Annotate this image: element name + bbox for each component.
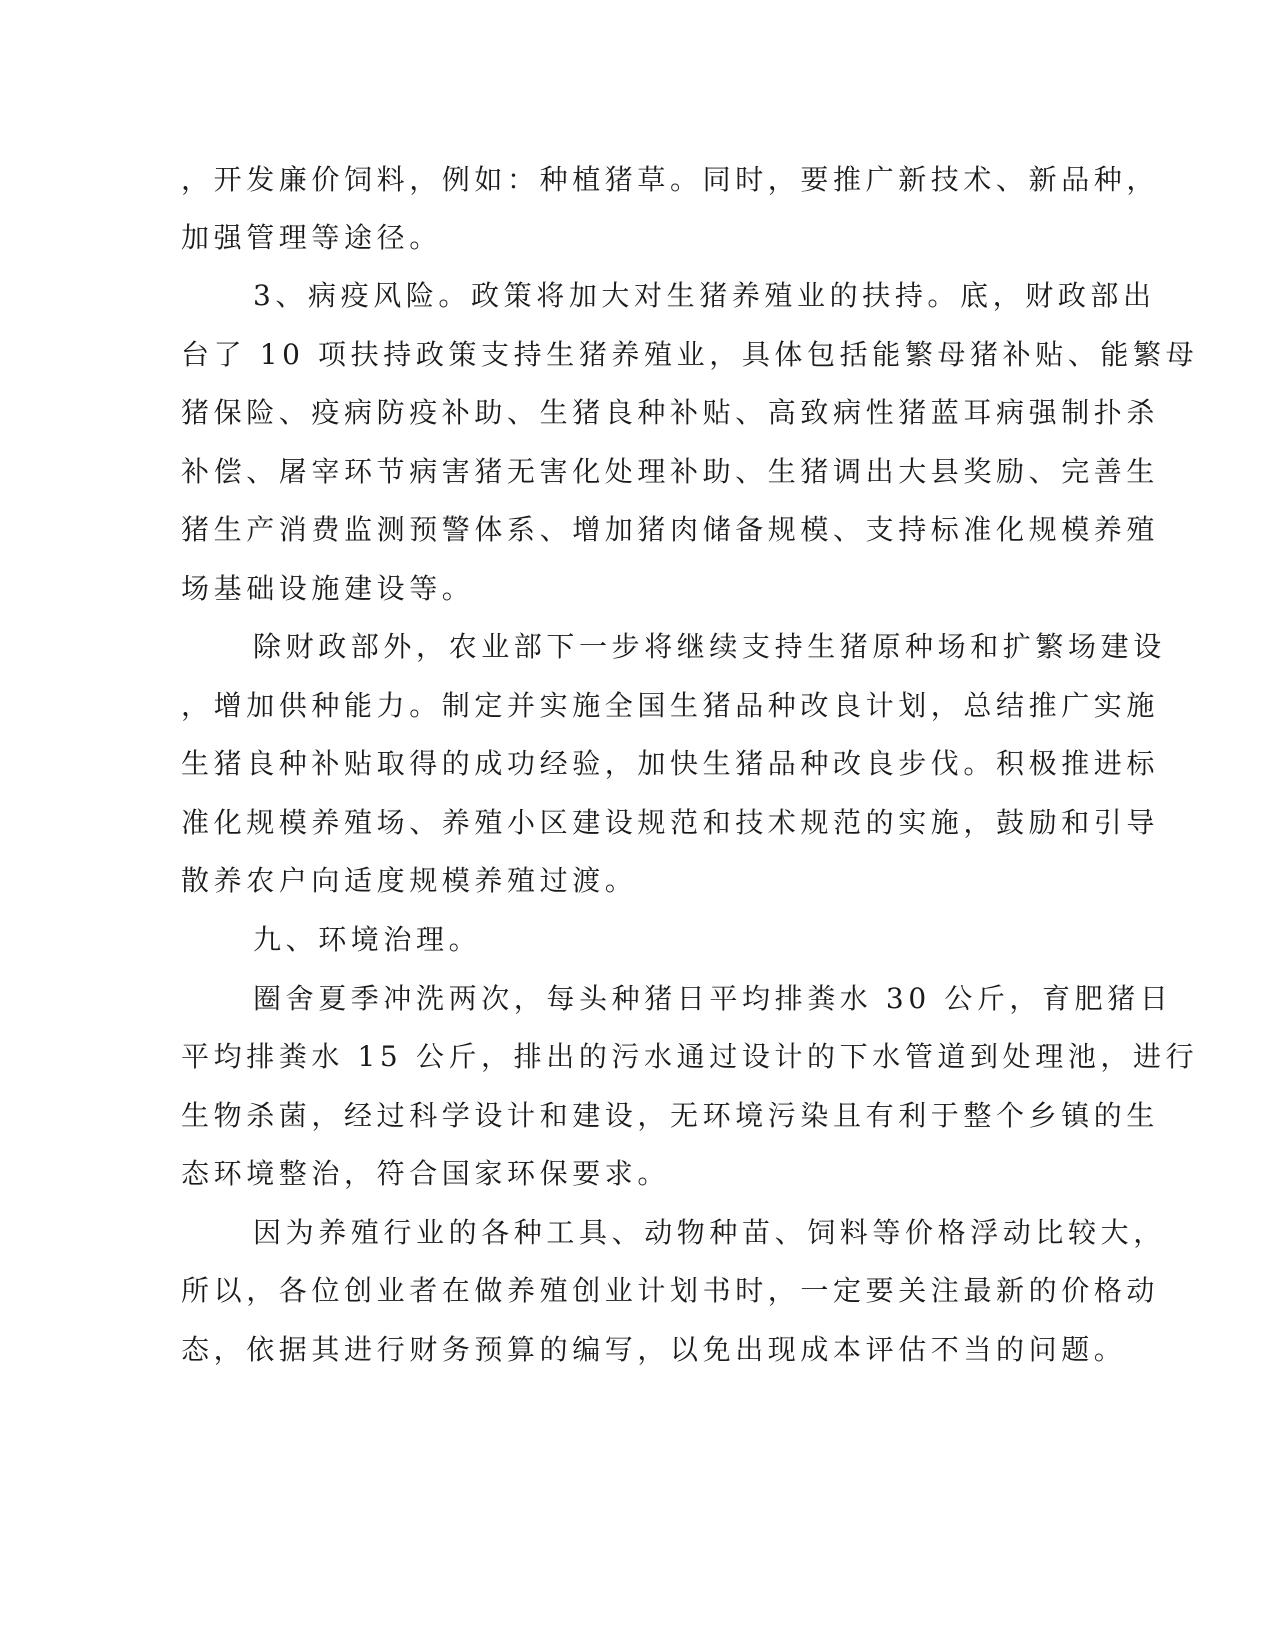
paragraph-line: 加强管理等途径。 — [181, 221, 442, 254]
paragraph-line: 圈舍夏季冲洗两次，每头种猪日平均排粪水 30 公斤，育肥猪日 — [253, 982, 1173, 1015]
paragraph-line: 准化规模养殖场、养殖小区建设规范和技术规范的实施，鼓励和引导 — [181, 806, 1160, 839]
paragraph-line: 因为养殖行业的各种工具、动物种苗、饲料等价格浮动比较大， — [253, 1216, 1166, 1249]
paragraph-line: 生猪良种补贴取得的成功经验，加快生猪品种改良步伐。积极推进标 — [181, 747, 1160, 780]
paragraph-line: 所以，各位创业者在做养殖创业计划书时，一定要关注最新的价格动 — [181, 1274, 1160, 1307]
paragraph-line: ，增加供种能力。制定并实施全国生猪品种改良计划，总结推广实施 — [181, 689, 1160, 722]
paragraph-line: 散养农户向适度规模养殖过渡。 — [181, 864, 638, 897]
paragraph-line: 态环境整治，符合国家环保要求。 — [181, 1157, 671, 1190]
paragraph-line: ，开发廉价饲料，例如：种植猪草。同时，要推广新技术、新品种， — [181, 163, 1160, 196]
paragraph-line: 台了 10 项扶持政策支持生猪养殖业，具体包括能繁母猪补贴、能繁母 — [181, 338, 1199, 371]
paragraph-line: 猪生产消费监测预警体系、增加猪肉储备规模、支持标准化规模养殖 — [181, 513, 1160, 546]
paragraph-line: 平均排粪水 15 公斤，排出的污水通过设计的下水管道到处理池，进行 — [181, 1040, 1199, 1073]
paragraph-line: 态，依据其进行财务预算的编写，以免出现成本评估不当的问题。 — [181, 1333, 1127, 1366]
paragraph-line: 场基础设施建设等。 — [181, 572, 475, 605]
paragraph-line: 除财政部外，农业部下一步将继续支持生猪原种场和扩繁场建设 — [253, 630, 1166, 663]
paragraph-line: 3、病疫风险。政策将加大对生猪养殖业的扶持。底，财政部出 — [253, 279, 1156, 312]
section-heading: 九、环境治理。 — [253, 923, 482, 956]
paragraph-line: 猪保险、疫病防疫补助、生猪良种补贴、高致病性猪蓝耳病强制扑杀 — [181, 396, 1160, 429]
paragraph-line: 生物杀菌，经过科学设计和建设，无环境污染且有利于整个乡镇的生 — [181, 1099, 1160, 1132]
paragraph-line: 补偿、屠宰环节病害猪无害化处理补助、生猪调出大县奖励、完善生 — [181, 455, 1160, 488]
